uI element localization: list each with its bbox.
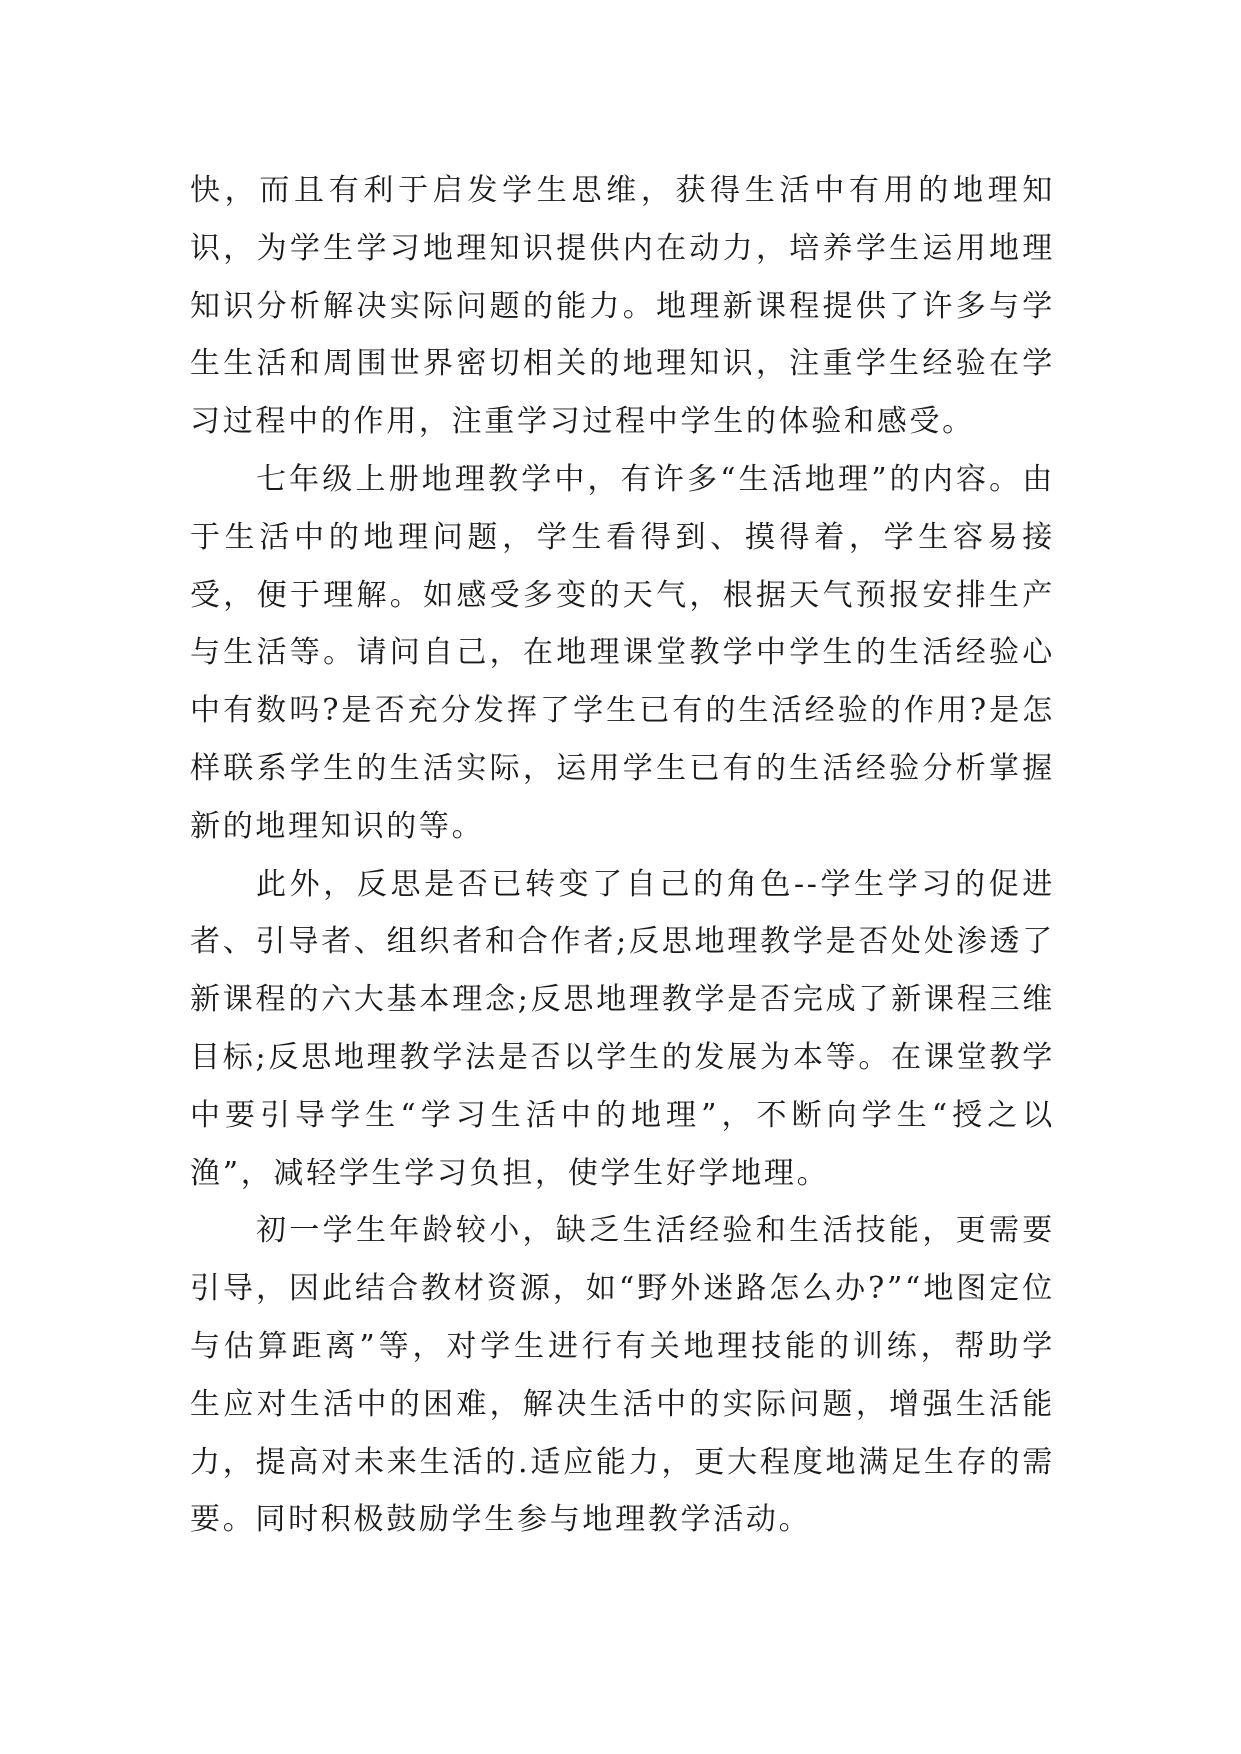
paragraph-continued: 快，而且有利于启发学生思维，获得生活中有用的地理知识，为学生学习地理知识提供内在动力，培养学生运用地理知识分析解决实际问题的能力。地理新课程提供了许多与学生生活和周围世界密切相关的地理知识，注重学生经验在学习过程中的作用，注重学习过程中学生的体验和感受。 <box>190 173 1055 440</box>
paragraph-life-geography: 七年级上册地理教学中，有许多“生活地理”的内容。由于生活中的地理问题，学生看得到、摸得着，学生容易接受，便于理解。如感受多变的天气，根据天气预报安排生产与生活等。请问自己，在地理课堂教学中学生的生活经验心中有数吗?是否充分发挥了学生已有的生活经验的作用?是怎样联系学生的生活实际，运用学生已有的生活经验分析掌握新的地理知识的等。 <box>190 461 1055 844</box>
paragraph-skills-training: 初一学生年龄较小，缺乏生活经验和生活技能，更需要引导，因此结合教材资源，如“野外迷路怎么办?”“地图定位与估算距离”等，对学生进行有关地理技能的训练，帮助学生应对生活中的困难，解决生活中的实际问题，增强生活能力，提高对未来生活的.适应能力，更大程度地满足生存的需要。同时积极鼓励学生参与地理教学活动。 <box>190 1213 1055 1538</box>
document-body <box>190 162 1055 1549</box>
paragraph-reflection: 此外，反思是否已转变了自己的角色--学生学习的促进者、引导者、组织者和合作者;反思地理教学是否处处渗透了新课程的六大基本理念;反思地理教学是否完成了新课程三维目标;反思地理教学法是否以学生的发展为本等。在课堂教学中要引导学生“学习生活中的地理”，不断向学生“授之以渔”，减轻学生学习负担，使学生好学地理。 <box>190 866 1055 1191</box>
